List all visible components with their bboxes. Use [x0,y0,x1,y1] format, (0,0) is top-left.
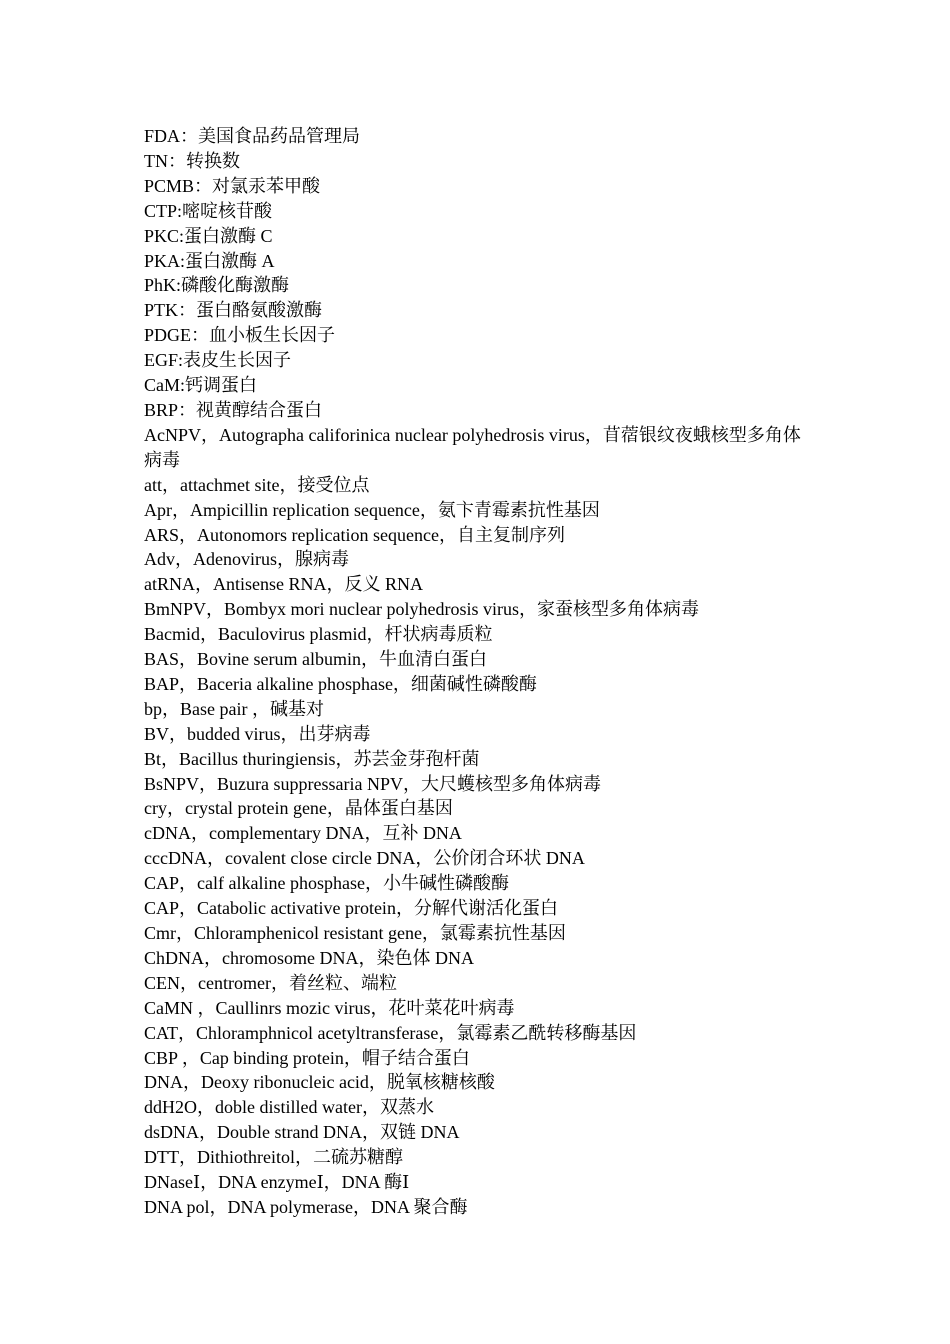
list-item: PKC:蛋白激酶 C [144,225,273,246]
list-item: EGF:表皮生长因子 [144,350,292,371]
list-item: DNA pol，DNA polymerase，DNA 聚合酶 [144,1196,468,1217]
list-item: cccDNA，covalent close circle DNA，公价闭合环状 DNA [144,848,585,869]
list-item: FDA：美国食品药品管理局 [144,126,361,146]
list-item: DTT，Dithiothreitol，二硫苏糖醇 [144,1147,403,1168]
list-item: atRNA，Antisense RNA，反义 RNA [144,574,423,595]
list-item: Cmr，Chloramphenicol resistant gene，氯霉素抗性基因 [144,923,566,943]
list-item: ARS，Autonomors replication sequence，自主复制序列 [144,524,565,545]
list-item: PhK:磷酸化酶激酶 [144,275,290,296]
list-item: CAP，calf alkaline phosphase，小牛碱性磷酸酶 [144,873,509,894]
list-item: DNaseⅠ，DNA enzymeⅠ，DNA 酶Ⅰ [144,1172,410,1193]
list-item: Bacmid，Baculovirus plasmid，杆状病毒质粒 [144,624,493,645]
list-item: BmNPV，Bombyx mori nuclear polyhedrosis virus，家蚕核型多角体病毒 [144,599,699,620]
list-item: CaM:钙调蛋白 [144,375,258,396]
list-item: Adv，Adenovirus，腺病毒 [144,549,349,570]
list-item: dsDNA，Double strand DNA，双链 DNA [144,1122,460,1143]
list-item: CEN，centromer，着丝粒、端粒 [144,972,397,993]
list-item: BRP：视黄醇结合蛋白 [144,399,323,420]
list-item: cry，crystal protein gene，晶体蛋白基因 [144,798,453,819]
list-item: Bt，Bacillus thuringiensis，苏芸金芽孢杆菌 [144,748,480,769]
list-item: PDGE：血小板生长因子 [144,325,336,346]
list-item: PKA:蛋白激酶 A [144,250,275,271]
list-item: Apr，Ampicillin replication sequence，氨卞青霉素抗性基因 [144,499,600,520]
abbreviation-list [144,124,812,1220]
list-item: CBP ，Cap binding protein，帽子结合蛋白 [144,1047,470,1068]
list-item: CTP:嘧啶核苷酸 [144,200,273,221]
list-item: bp，Base pair ，碱基对 [144,698,324,719]
list-item: CAP，Catabolic activative protein，分解代谢活化蛋白 [144,898,558,919]
list-item: CAT，Chloramphnicol acetyltransferase，氯霉素乙酰转移酶基因 [144,1022,637,1043]
list-item: AcNPV，Autographa califorinica nuclear polyhedrosis virus，苜蓿银纹夜蛾核型多角体病毒 [144,424,801,470]
list-item: BsNPV，Buzura suppressaria NPV，大尺蠖核型多角体病毒 [144,773,601,794]
list-item: BV，budded virus，出芽病毒 [144,723,371,744]
list-item: PTK：蛋白酪氨酸激酶 [144,300,323,321]
list-item: BAS，Bovine serum albumin，牛血清白蛋白 [144,649,487,670]
list-item: PCMB：对氯汞苯甲酸 [144,175,321,196]
list-item: ddH2O，doble distilled water，双蒸水 [144,1097,434,1118]
list-item: TN：转换数 [144,150,240,171]
list-item: att，attachmet site，接受位点 [144,474,370,495]
list-item: ChDNA，chromosome DNA，染色体 DNA [144,947,474,968]
list-item: DNA，Deoxy ribonucleic acid，脱氧核糖核酸 [144,1072,495,1093]
list-item: BAP，Baceria alkaline phosphase，细菌碱性磷酸酶 [144,673,537,694]
list-item: CaMN ，Caullinrs mozic virus，花叶菜花叶病毒 [144,997,515,1018]
list-item: cDNA，complementary DNA，互补 DNA [144,823,462,844]
